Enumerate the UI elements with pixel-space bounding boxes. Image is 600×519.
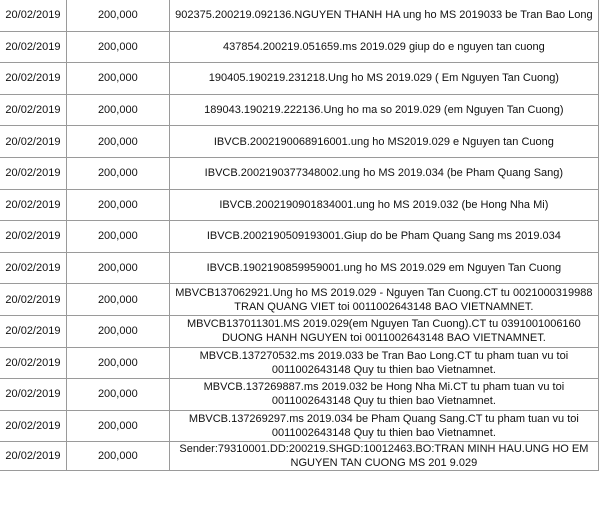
description-cell: MBVCB.137270532.ms 2019.033 be Tran Bao Long.CT tu pham tuan vu toi 0011002643148 Quy tu thien bao Vietnamnet. bbox=[169, 347, 598, 379]
date-cell: 20/02/2019 bbox=[0, 0, 66, 31]
date-cell: 20/02/2019 bbox=[0, 157, 66, 189]
description-cell: IBVCB.2002190901834001.ung ho MS 2019.032 (be Hong Nha Mi) bbox=[169, 189, 598, 221]
description-cell: MBVCB137011301.MS 2019.029(em Nguyen Tan Cuong).CT tu 0391001006160 DUONG HANH NGUYEN toi 0011002643148 BAO VIETNAMNET. bbox=[169, 315, 598, 347]
amount-cell: 200,000 bbox=[66, 0, 169, 31]
description-cell: MBVCB137062921.Ung ho MS 2019.029 - Nguyen Tan Cuong.CT tu 0021000319988 TRAN QUANG VIET toi 0011002643148 BAO VIETNAMNET. bbox=[169, 284, 598, 316]
date-cell: 20/02/2019 bbox=[0, 221, 66, 253]
date-cell: 20/02/2019 bbox=[0, 379, 66, 411]
description-cell: MBVCB.137269297.ms 2019.034 be Pham Quang Sang.CT tu pham tuan vu toi 0011002643148 Quy tu thien bao Vietnamnet. bbox=[169, 410, 598, 442]
description-cell: IBVCB.1902190859959001.ung ho MS 2019.029 em Nguyen Tan Cuong bbox=[169, 252, 598, 284]
description-cell: Sender:79310001.DD:200219.SHGD:10012463.BO:TRAN MINH HAU.UNG HO EM NGUYEN TAN CUONG MS 201 9.029 bbox=[169, 442, 598, 471]
amount-cell: 200,000 bbox=[66, 189, 169, 221]
table-row bbox=[0, 94, 599, 126]
table-row bbox=[0, 63, 599, 95]
description-cell: IBVCB.2002190377348002.ung ho MS 2019.034 (be Pham Quang Sang) bbox=[169, 157, 598, 189]
description-cell: 902375.200219.092136.NGUYEN THANH HA ung ho MS 2019033 be Tran Bao Long bbox=[169, 0, 598, 31]
amount-cell: 200,000 bbox=[66, 126, 169, 158]
table-row bbox=[0, 126, 599, 158]
description-cell: IBVCB.2002190068916001.ung ho MS2019.029 e Nguyen tan Cuong bbox=[169, 126, 598, 158]
table-row bbox=[0, 410, 599, 442]
date-cell: 20/02/2019 bbox=[0, 63, 66, 95]
table-row bbox=[0, 252, 599, 284]
amount-cell: 200,000 bbox=[66, 221, 169, 253]
table-row bbox=[0, 379, 599, 411]
description-cell: MBVCB.137269887.ms 2019.032 be Hong Nha Mi.CT tu pham tuan vu toi 0011002643148 Quy tu thien bao Vietnamnet. bbox=[169, 379, 598, 411]
amount-cell: 200,000 bbox=[66, 315, 169, 347]
amount-cell: 200,000 bbox=[66, 252, 169, 284]
table-row bbox=[0, 442, 599, 471]
amount-cell: 200,000 bbox=[66, 442, 169, 471]
table-row bbox=[0, 189, 599, 221]
amount-cell: 200,000 bbox=[66, 31, 169, 63]
date-cell: 20/02/2019 bbox=[0, 315, 66, 347]
amount-cell: 200,000 bbox=[66, 94, 169, 126]
description-cell: 190405.190219.231218.Ung ho MS 2019.029 ( Em Nguyen Tan Cuong) bbox=[169, 63, 598, 95]
description-cell: 437854.200219.051659.ms 2019.029 giup do e nguyen tan cuong bbox=[169, 31, 598, 63]
date-cell: 20/02/2019 bbox=[0, 410, 66, 442]
date-cell: 20/02/2019 bbox=[0, 94, 66, 126]
table-row bbox=[0, 31, 599, 63]
table-row bbox=[0, 347, 599, 379]
date-cell: 20/02/2019 bbox=[0, 126, 66, 158]
date-cell: 20/02/2019 bbox=[0, 189, 66, 221]
amount-cell: 200,000 bbox=[66, 379, 169, 411]
date-cell: 20/02/2019 bbox=[0, 252, 66, 284]
date-cell: 20/02/2019 bbox=[0, 31, 66, 63]
date-cell: 20/02/2019 bbox=[0, 347, 66, 379]
amount-cell: 200,000 bbox=[66, 410, 169, 442]
description-cell: 189043.190219.222136.Ung ho ma so 2019.029 (em Nguyen Tan Cuong) bbox=[169, 94, 598, 126]
table-row bbox=[0, 0, 599, 31]
amount-cell: 200,000 bbox=[66, 63, 169, 95]
amount-cell: 200,000 bbox=[66, 284, 169, 316]
description-cell: IBVCB.2002190509193001.Giup do be Pham Quang Sang ms 2019.034 bbox=[169, 221, 598, 253]
table-row bbox=[0, 315, 599, 347]
table-row bbox=[0, 284, 599, 316]
date-cell: 20/02/2019 bbox=[0, 284, 66, 316]
table-row bbox=[0, 221, 599, 253]
amount-cell: 200,000 bbox=[66, 347, 169, 379]
table-row bbox=[0, 157, 599, 189]
date-cell: 20/02/2019 bbox=[0, 442, 66, 471]
amount-cell: 200,000 bbox=[66, 157, 169, 189]
